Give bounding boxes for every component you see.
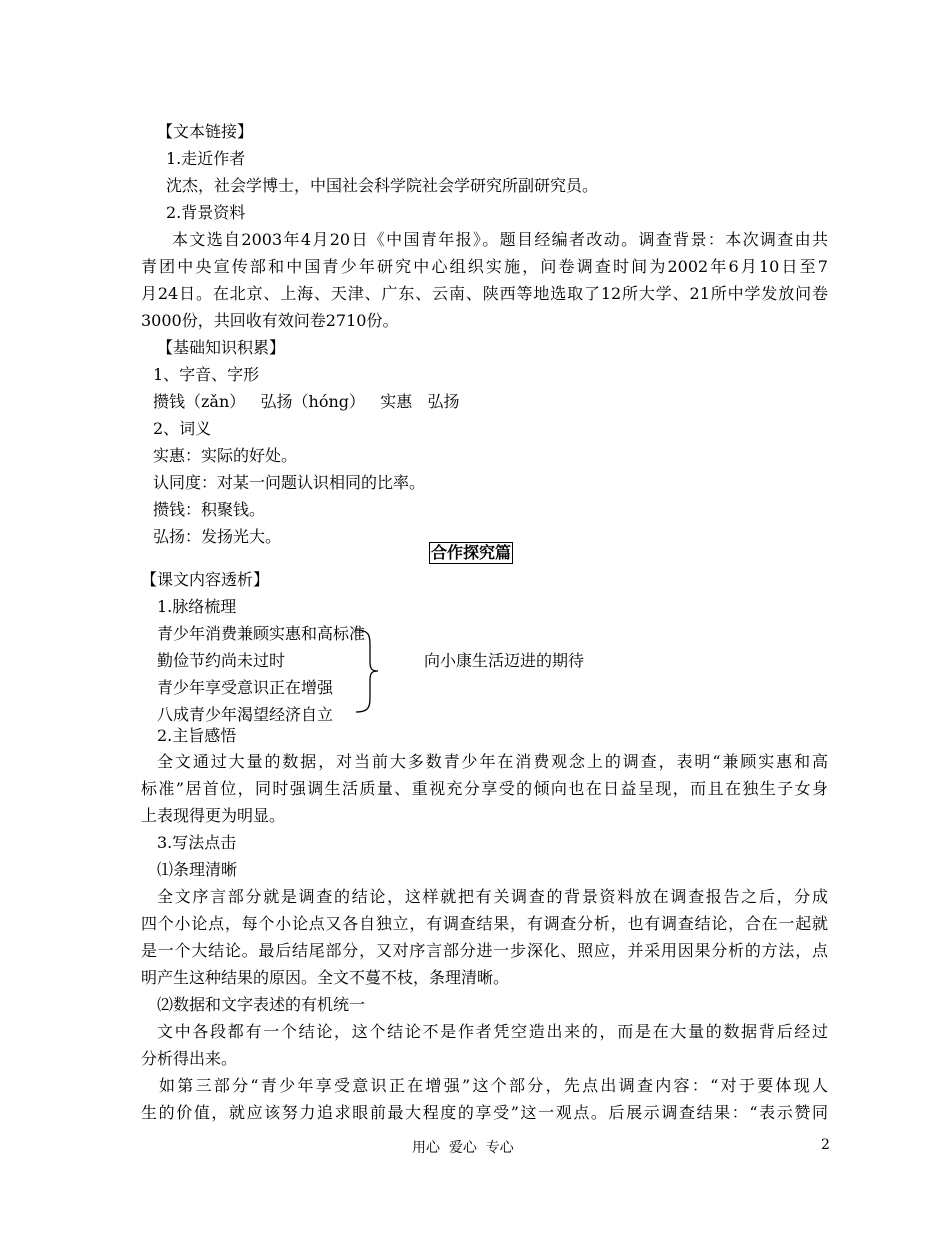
background-line: 本文选自2003年4月20日《中国青年报》。题目经编者改动。调查背景：本次调查由共 xyxy=(172,230,828,249)
word-definition: 攒钱：积聚钱。 xyxy=(153,500,266,519)
theme-line: 标准”居首位，同时强调生活质量、重视充分享受的倾向也在日益呈现，而且在独生子女身 xyxy=(141,779,828,798)
outline-summary: 向小康生活迈进的期待 xyxy=(424,651,585,670)
point2-line: 生的价值，就应该努力追求眼前最大程度的享受”这一观点。后展示调查结果：“表示赞同 xyxy=(141,1103,828,1122)
word-definition: 弘扬：发扬光大。 xyxy=(153,527,282,546)
point1-line: 明产生这种结果的原因。全文不蔓不枝，条理清晰。 xyxy=(141,968,510,987)
basics-heading: 【基础知识积累】 xyxy=(157,338,286,357)
point2-title: ⑵数据和文字表述的有机统一 xyxy=(157,995,366,1014)
word-definition: 实惠：实际的好处。 xyxy=(153,446,298,465)
pronunciation-line: 攒钱（zǎn） 弘扬（hóng） 实惠 弘扬 xyxy=(153,392,460,411)
analysis-heading: 【课文内容透析】 xyxy=(141,570,270,589)
point1-line: 全文序言部分就是调查的结论，这样就把有关调查的背景资料放在调查报告之后，分成 xyxy=(157,887,828,906)
background-line: 3000份，共回收有效问卷2710份。 xyxy=(141,311,399,330)
item-author-title: 1.走近作者 xyxy=(166,149,246,168)
outline-item: 青少年享受意识正在增强 xyxy=(157,678,334,697)
outline-title: 1.脉络梳理 xyxy=(157,597,237,616)
point1-title: ⑴条理清晰 xyxy=(157,860,238,879)
theme-line: 上表现得更为明显。 xyxy=(141,806,286,825)
outline-item: 勤俭节约尚未过时 xyxy=(157,651,286,670)
background-line: 月24日。在北京、上海、天津、广东、云南、陕西等地选取了12所大学、21所中学发放问卷 xyxy=(141,284,828,303)
point2-line: 文中各段都有一个结论，这个结论不是作者凭空造出来的，而是在大量的数据背后经过 xyxy=(157,1022,828,1041)
theme-title: 2.主旨感悟 xyxy=(157,726,237,745)
background-line: 青团中央宣传部和中国青少年研究中心组织实施，问卷调查时间为2002年6月10日至7 xyxy=(141,257,828,276)
word-definition: 认同度：对某一问题认识相同的比率。 xyxy=(153,473,426,492)
outline-item: 八成青少年渴望经济自立 xyxy=(157,705,334,724)
footer-slogan: 用心 爱心 专心 xyxy=(412,1140,514,1156)
author-intro: 沈杰，社会学博士，中国社会科学院社会学研究所副研究员。 xyxy=(166,176,599,195)
outline-brace xyxy=(352,628,384,714)
point2-line: 如第三部分“青少年享受意识正在增强”这个部分，先点出调查内容：“对于要体现人 xyxy=(159,1076,828,1095)
pronunciation-title: 1、字音、字形 xyxy=(153,365,260,384)
page-number: 2 xyxy=(821,1137,830,1153)
point2-line: 分析得出来。 xyxy=(141,1049,238,1068)
section-title: 合作探究篇 xyxy=(431,543,512,562)
theme-line: 全文通过大量的数据，对当前大多数青少年在消费观念上的调查，表明“兼顾实惠和高 xyxy=(157,752,828,771)
text-link-heading: 【文本链接】 xyxy=(157,122,254,141)
word-meaning-title: 2、词义 xyxy=(153,419,212,438)
point1-line: 四个小论点，每个小论点又各自独立，有调查结果，有调查分析，也有调查结论，合在一起就 xyxy=(141,914,828,933)
outline-item: 青少年消费兼顾实惠和高标准 xyxy=(157,624,366,643)
point1-line: 是一个大结论。最后结尾部分，又对序言部分进一步深化、照应，并采用因果分析的方法，点 xyxy=(141,941,828,960)
writing-title: 3.写法点击 xyxy=(157,833,237,852)
item-background-title: 2.背景资料 xyxy=(166,203,246,222)
